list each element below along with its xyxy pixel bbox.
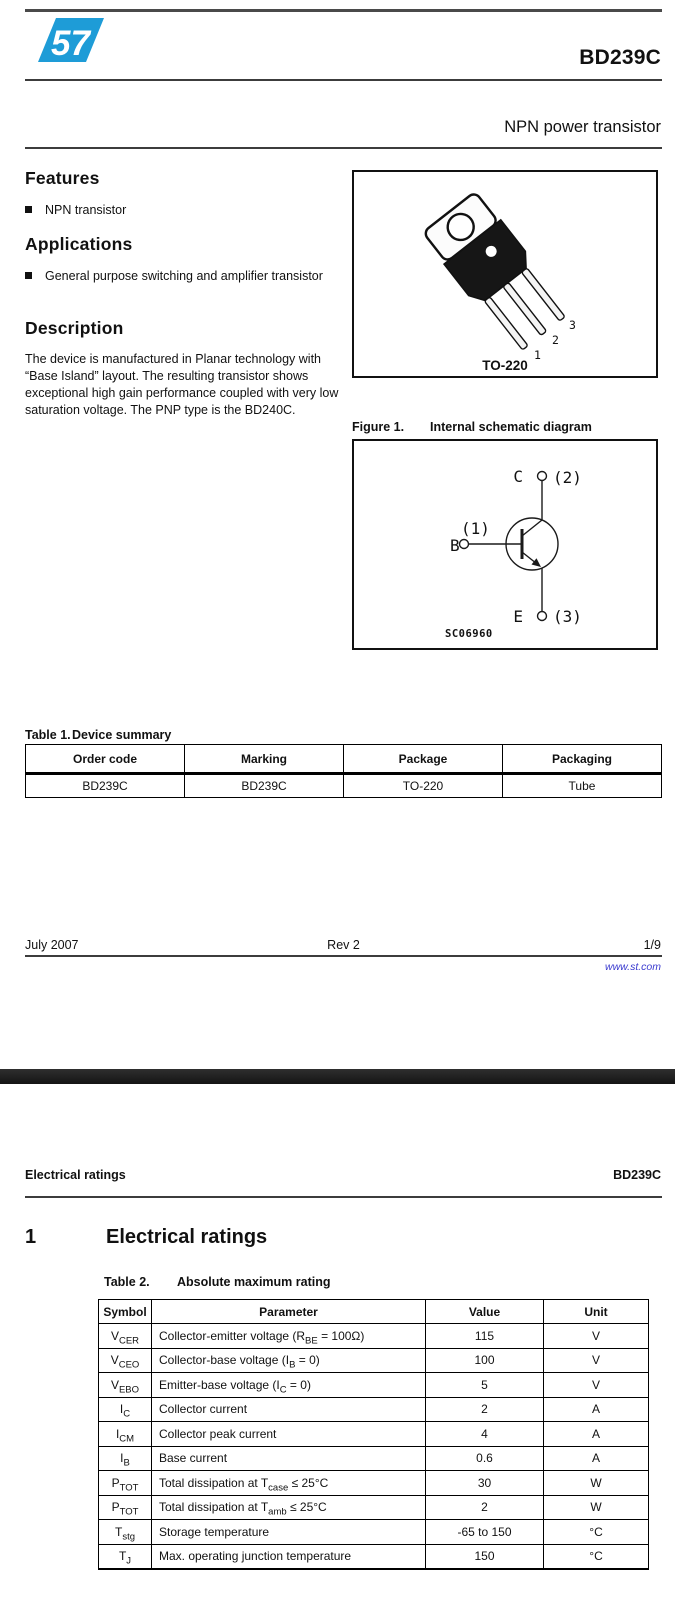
- emitter-terminal: [538, 612, 547, 621]
- bullet-square-icon: [25, 206, 32, 213]
- figure1-title: Internal schematic diagram: [430, 420, 592, 434]
- column-header: Package: [344, 745, 503, 774]
- table-cell: $T_J$: [99, 1544, 152, 1569]
- pin-label-1: 1: [534, 348, 541, 362]
- collector-terminal: [538, 472, 547, 481]
- top-bar: [25, 9, 662, 12]
- table1-label: Table 1.: [25, 728, 71, 742]
- footer-date: July 2007: [25, 938, 79, 952]
- table-cell: 30: [426, 1471, 544, 1496]
- part-number-title: BD239C: [579, 46, 661, 69]
- emitter-label: E: [513, 607, 523, 626]
- table-cell: -65 to 150: [426, 1520, 544, 1545]
- page2-header-rule: [25, 1196, 662, 1198]
- table-row: [99, 1422, 649, 1447]
- collector-label: C: [513, 467, 523, 486]
- absolute-maximum-rating-table: [98, 1299, 649, 1570]
- table-cell: Max. operating junction temperature: [152, 1544, 426, 1569]
- schematic-figure-box: [352, 439, 658, 650]
- table-row: [26, 774, 662, 798]
- bullet-square-icon: [25, 272, 32, 279]
- table-cell: $P_{TOT}$: [99, 1495, 152, 1520]
- column-header: Marking: [185, 745, 344, 774]
- schematic-code: SC06960: [445, 628, 493, 640]
- base-pin-label: (1): [461, 519, 490, 538]
- table-row: [99, 1446, 649, 1471]
- applications-item-label: General purpose switching and amplifier transistor: [45, 269, 323, 283]
- table-cell: Total dissipation at $T_{case} \le 25^\circ C$: [152, 1471, 426, 1496]
- st-website-link[interactable]: www.st.com: [604, 961, 661, 973]
- table-cell: $I_{CM}$: [99, 1422, 152, 1447]
- table-row: [99, 1348, 649, 1373]
- to220-package-drawing: [354, 172, 656, 376]
- table-cell: 5: [426, 1373, 544, 1398]
- table-cell: 150: [426, 1544, 544, 1569]
- page2-running-header-left: Electrical ratings: [25, 1168, 126, 1182]
- table-cell: Collector-base voltage $(I_B = 0)$: [152, 1348, 426, 1373]
- section-number: 1: [25, 1226, 37, 1248]
- collector-pin-label: (2): [553, 468, 582, 487]
- column-header: Packaging: [503, 745, 662, 774]
- column-header: Order code: [26, 745, 185, 774]
- table-header-row: [99, 1300, 649, 1324]
- table-cell: BD239C: [185, 774, 344, 798]
- table-row: [99, 1373, 649, 1398]
- table-cell: 4: [426, 1422, 544, 1447]
- package-figure-box: [352, 170, 658, 378]
- table-cell: Base current: [152, 1446, 426, 1471]
- doc-subtitle: NPN power transistor: [504, 118, 661, 136]
- table-cell: Tube: [503, 774, 662, 798]
- table-cell: Emitter-base voltage $(I_C = 0)$: [152, 1373, 426, 1398]
- st-logo-glyph: 57: [51, 24, 90, 63]
- footer-rule: [25, 955, 662, 957]
- table-cell: 100: [426, 1348, 544, 1373]
- device-summary-table: [25, 744, 662, 798]
- table-cell: $V_{CER}$: [99, 1324, 152, 1349]
- table-cell: 115: [426, 1324, 544, 1349]
- table-row: [99, 1324, 649, 1349]
- table-cell: Total dissipation at $T_{amb} \le 25^\circ C$: [152, 1495, 426, 1520]
- section-title: Electrical ratings: [106, 1226, 268, 1248]
- table-cell: °C: [544, 1520, 649, 1545]
- page2-running-header-right: BD239C: [613, 1168, 661, 1182]
- table-cell: °C: [544, 1544, 649, 1569]
- table-cell: W: [544, 1471, 649, 1496]
- table-cell: V: [544, 1324, 649, 1349]
- table-cell: $V_{CEO}$: [99, 1348, 152, 1373]
- table-cell: 0.6: [426, 1446, 544, 1471]
- table-header-row: [26, 745, 662, 774]
- base-terminal: [460, 540, 469, 549]
- features-item-label: NPN transistor: [45, 203, 127, 217]
- column-header: Parameter: [152, 1300, 426, 1324]
- table-cell: A: [544, 1422, 649, 1447]
- table2-label: Table 2.: [104, 1275, 150, 1289]
- table-cell: $I_B$: [99, 1446, 152, 1471]
- table-cell: Collector peak current: [152, 1422, 426, 1447]
- features-heading: Features: [25, 168, 100, 188]
- table-cell: $P_{TOT}$: [99, 1471, 152, 1496]
- internal-schematic-drawing: [354, 441, 656, 648]
- base-label: B: [450, 536, 460, 555]
- table-cell: TO-220: [344, 774, 503, 798]
- column-header: Symbol: [99, 1300, 152, 1324]
- table-cell: V: [544, 1348, 649, 1373]
- table-row: [99, 1397, 649, 1422]
- package-name-label: TO-220: [482, 358, 528, 373]
- footer-page-number: 1/9: [643, 938, 661, 952]
- table-cell: $T_{stg}$: [99, 1520, 152, 1545]
- table-cell: A: [544, 1446, 649, 1471]
- st-logo: [25, 12, 107, 66]
- table-cell: BD239C: [26, 774, 185, 798]
- table2-title: Absolute maximum rating: [177, 1275, 331, 1289]
- table1-title: Device summary: [72, 728, 172, 742]
- table-cell: Collector current: [152, 1397, 426, 1422]
- table-cell: Collector-emitter voltage $(R_{BE} = 100\Omega)$: [152, 1324, 426, 1349]
- table-row: [99, 1520, 649, 1545]
- column-header: Value: [426, 1300, 544, 1324]
- emitter-pin-label: (3): [553, 607, 582, 626]
- page-separator-bar: [0, 1069, 675, 1084]
- table-cell: 2: [426, 1495, 544, 1520]
- description-heading: Description: [25, 318, 124, 338]
- table-cell: A: [544, 1397, 649, 1422]
- table-cell: $V_{EBO}$: [99, 1373, 152, 1398]
- applications-heading: Applications: [25, 234, 133, 254]
- footer-revision: Rev 2: [327, 938, 360, 952]
- table-cell: W: [544, 1495, 649, 1520]
- header-rule: [25, 79, 662, 81]
- pin-label-3: 3: [569, 318, 576, 332]
- table-cell: 2: [426, 1397, 544, 1422]
- figure1-label: Figure 1.: [352, 420, 405, 434]
- table-cell: Storage temperature: [152, 1520, 426, 1545]
- subtitle-rule: [25, 147, 662, 149]
- description-paragraph: The device is manufactured in Planar technology with “Base Island” layout. The resulting transistor shows exceptional high gain performance coupled with very low saturation voltage. The PNP type is the BD240C.: [25, 352, 339, 417]
- table-cell: $I_C$: [99, 1397, 152, 1422]
- table-row: [99, 1495, 649, 1520]
- column-header: Unit: [544, 1300, 649, 1324]
- table-row: [99, 1544, 649, 1569]
- emitter-arrow: [532, 558, 542, 567]
- pin-label-2: 2: [552, 333, 559, 347]
- table-row: [99, 1471, 649, 1496]
- table-cell: V: [544, 1373, 649, 1398]
